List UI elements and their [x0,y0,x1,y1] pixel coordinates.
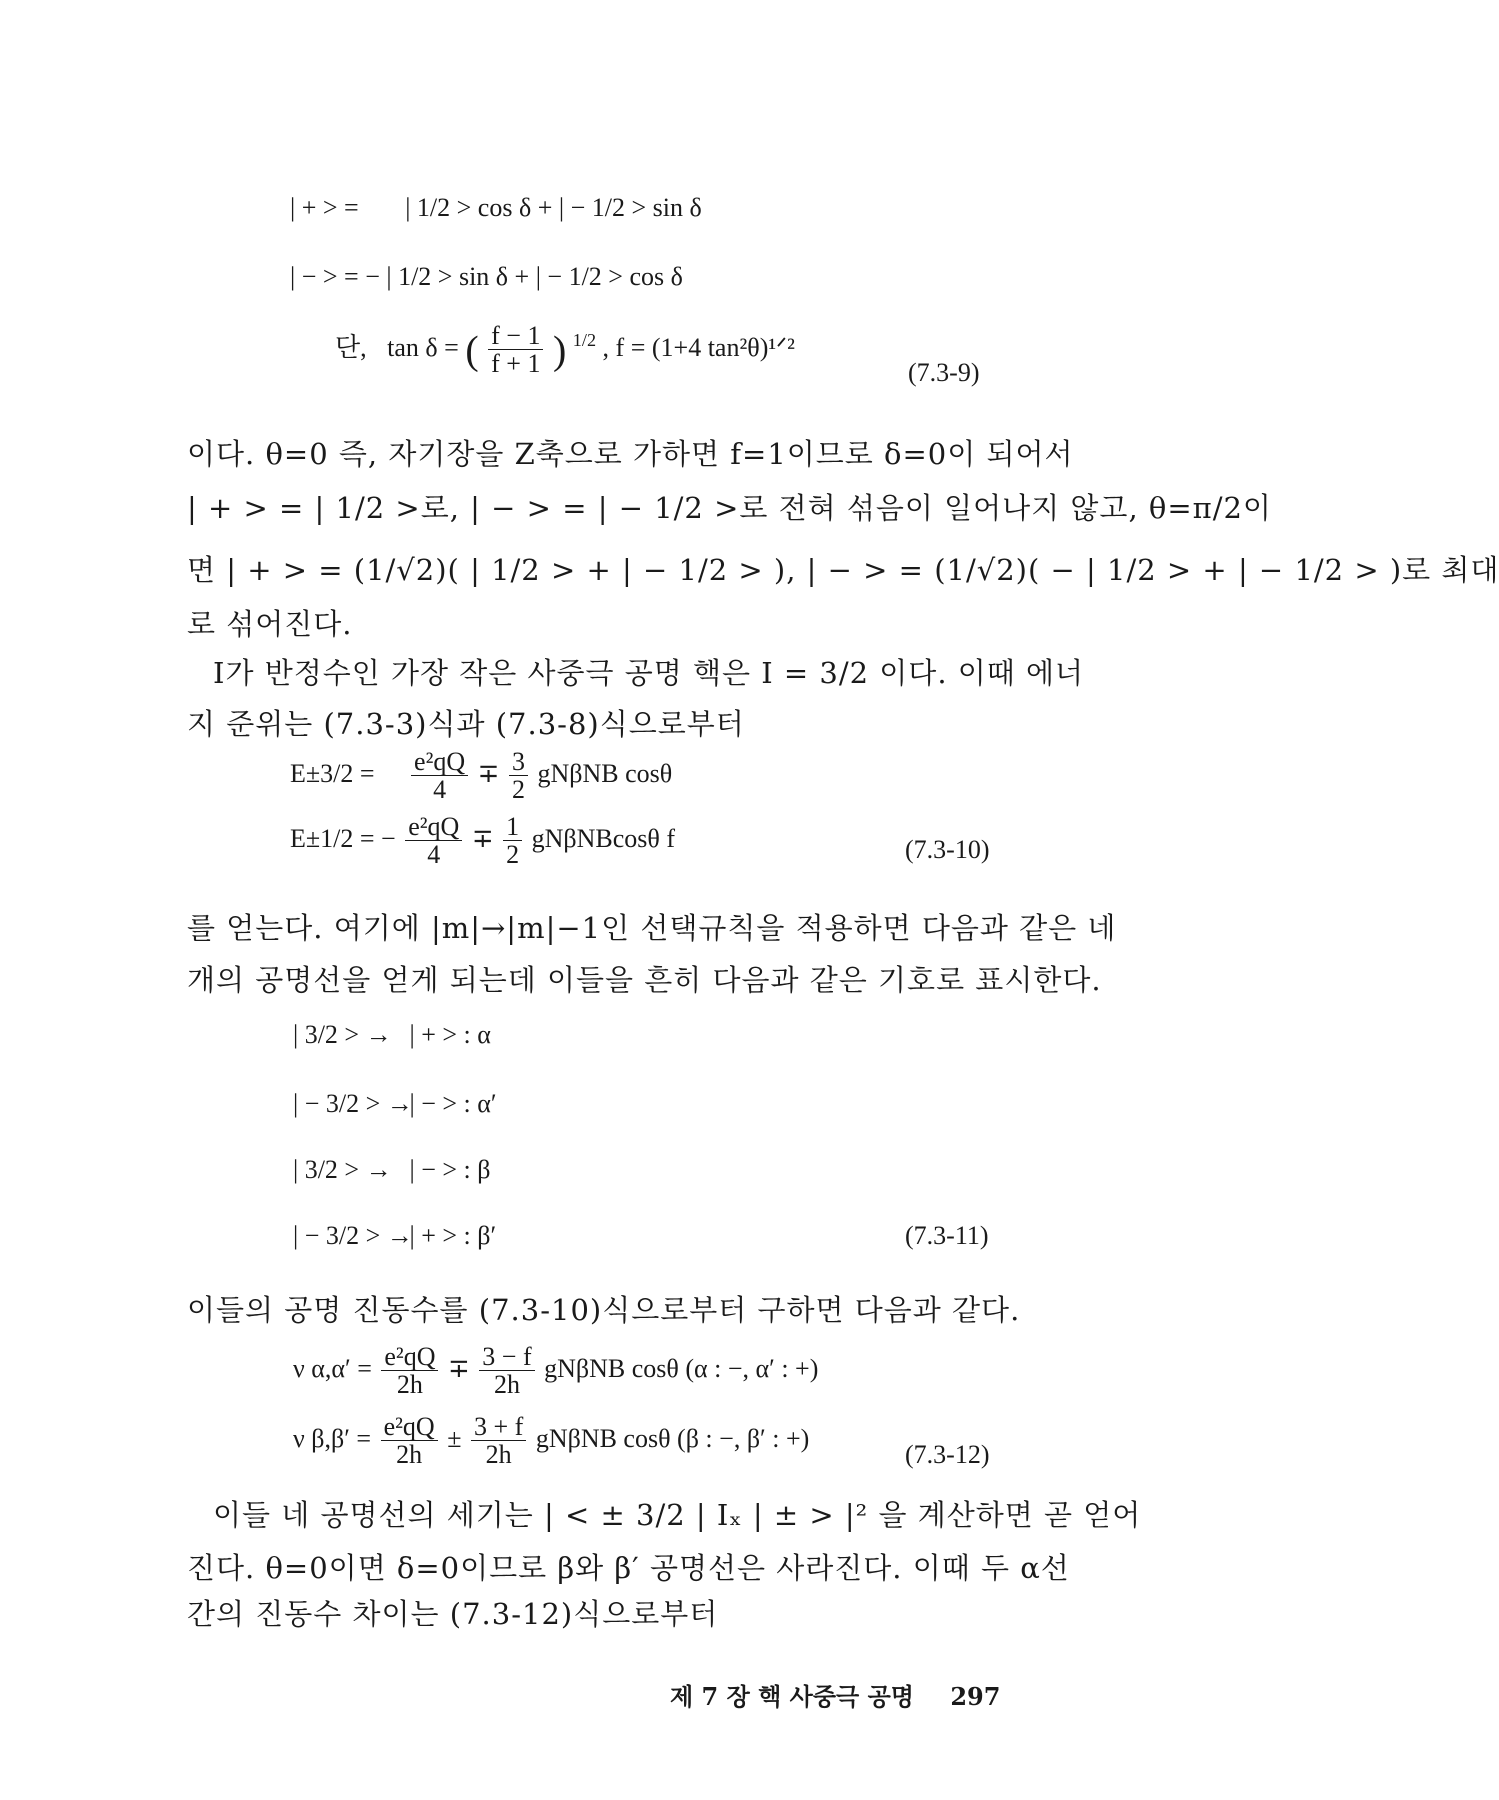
fraction [411,748,468,804]
fraction [405,813,462,869]
ket-neg-half: | − 1/2 > [535,262,623,291]
eq-term: cos δ + [477,193,553,222]
paren-close: ) [552,327,567,373]
fraction [479,1343,534,1399]
denominator: 2h [396,1370,423,1400]
eq-rest: gNβNB cosθ [537,758,673,788]
result: | + > : α [409,1020,491,1049]
denominator: 2h [396,1440,423,1470]
eq-rest: gNβNB cosθ (α : −, α′ : +) [544,1353,819,1383]
eq-lhs: | + > = [290,193,359,222]
state: | − 3/2 > → [293,1089,413,1118]
eq-7-3-11-row [293,1089,497,1119]
result: | − > : α′ [409,1089,497,1118]
ket-half: | 1/2 > [405,193,472,222]
eq-7-3-12-line1 [293,1343,818,1399]
denominator: 4 [427,840,441,870]
result: | − > : β [409,1155,491,1184]
denominator: 2 [511,775,525,805]
numerator: 3 [509,748,528,776]
text-line: 지 준위는 (7.3-3)식과 (7.3-8)식으로부터 [187,707,745,741]
eq-term: cos δ [629,262,683,291]
ket-half: | 1/2 > [386,262,453,291]
sign: ∓ [447,1353,470,1383]
eq-7-3-11-row [293,1155,490,1185]
eq-7-3-11-row [293,1020,491,1050]
denominator: 2 [506,840,520,870]
text-line: 면 | + > = (1/√2)( | 1/2 > + | − 1/2 > ), | − > = (1/√2)( − | 1/2 > + | − 1/2 > )로 최대 [187,553,1499,587]
eq-number-7-3-9: (7.3-9) [908,358,980,387]
fraction [488,322,543,378]
ket-neg-half: | − 1/2 > [558,193,647,222]
eq-7-3-10-line1 [290,748,672,804]
text-line: 이들의 공명 진동수를 (7.3-10)식으로부터 구하면 다음과 같다. [187,1293,1021,1327]
eq-prefix: 단, [335,332,367,362]
numerator: f − 1 [488,322,543,350]
text-line: | + > = | 1/2 >로, | − > = | − 1/2 >로 전혀 섞음이 일어나지 않고, θ=π/2이 [187,491,1272,525]
fraction [381,1413,438,1469]
eq-term: sin δ [652,193,702,222]
eq-7-3-9-line2 [290,262,683,292]
exponent: 1/2 [572,330,597,351]
eq-7-3-12-line2 [293,1413,809,1469]
numerator: 1 [503,813,522,841]
denominator: 4 [433,775,447,805]
text-line: 진다. θ=0이면 δ=0이므로 β와 β′ 공명선은 사라진다. 이때 두 α선 [187,1551,1070,1585]
eq-7-3-9-line1 [290,193,702,223]
fraction [471,1413,526,1469]
numerator: e²qQ [405,813,462,841]
eq-lhs: ν β,β′ = [293,1423,372,1453]
eq-rest: gNβNB cosθ (β : −, β′ : +) [535,1423,810,1453]
eq-number-7-3-11: (7.3-11) [905,1221,989,1250]
eq-7-3-9-line3 [335,322,795,378]
sign: ∓ [477,758,500,788]
denominator: 2h [493,1370,520,1400]
eq-lhs: E±3/2 = [290,758,375,788]
numerator: 3 − f [479,1343,534,1371]
numerator: 3 + f [471,1413,526,1441]
text-line: 개의 공명선을 얻게 되는데 이들을 흔히 다음과 같은 기호로 표시한다. [187,963,1102,997]
state: | 3/2 > → [293,1155,392,1184]
eq-7-3-11-row [293,1221,496,1251]
denominator: f + 1 [491,349,541,379]
page-number: 297 [950,1682,1001,1711]
text-line: 를 얻는다. 여기에 |m|→|m|−1인 선택규칙을 적용하면 다음과 같은 네 [187,911,1117,945]
numerator: e²qQ [381,1413,438,1441]
fraction [509,748,528,804]
chapter-title: 제 7 장 핵 사중극 공명 [670,1682,914,1711]
eq-rest: gNβNBcosθ f [531,823,676,853]
text-line: 이들 네 공명선의 세기는 | < ± 3/2 | Iₓ | ± > |² 을 계산하면 곧 얻어 [213,1498,1142,1532]
paren-open: ( [465,327,479,373]
numerator: e²qQ [381,1343,438,1371]
running-footer [670,1677,1000,1712]
sign: ± [447,1423,462,1453]
text-line: 간의 진동수 차이는 (7.3-12)식으로부터 [187,1597,719,1631]
sign: ∓ [471,823,494,853]
numerator: e²qQ [411,748,468,776]
eq-lhs: E±1/2 = − [290,823,396,853]
result: | + > : β′ [409,1221,497,1250]
fraction [503,813,522,869]
eq-tan: tan δ = [387,332,459,362]
state: | 3/2 > → [293,1020,392,1049]
denominator: 2h [485,1440,512,1470]
eq-lhs: ν α,α′ = [293,1353,372,1383]
text-line: 이다. θ=0 즉, 자기장을 Z축으로 가하면 f=1이므로 δ=0이 되어서 [187,437,1074,471]
eq-number-7-3-12: (7.3-12) [905,1440,990,1469]
text-line: 로 섞어진다. [187,607,353,641]
text-line: I가 반정수인 가장 작은 사중극 공명 핵은 I = 3/2 이다. 이때 에너 [213,656,1085,690]
state: | − 3/2 > → [293,1221,413,1250]
f-definition: , f = (1+4 tan²θ)¹ᐟ² [602,332,795,362]
eq-7-3-10-line2 [290,813,675,869]
eq-term: sin δ + [458,262,530,291]
eq-number-7-3-10: (7.3-10) [905,835,990,864]
eq-lhs: | − > = − [290,262,380,291]
fraction [381,1343,438,1399]
